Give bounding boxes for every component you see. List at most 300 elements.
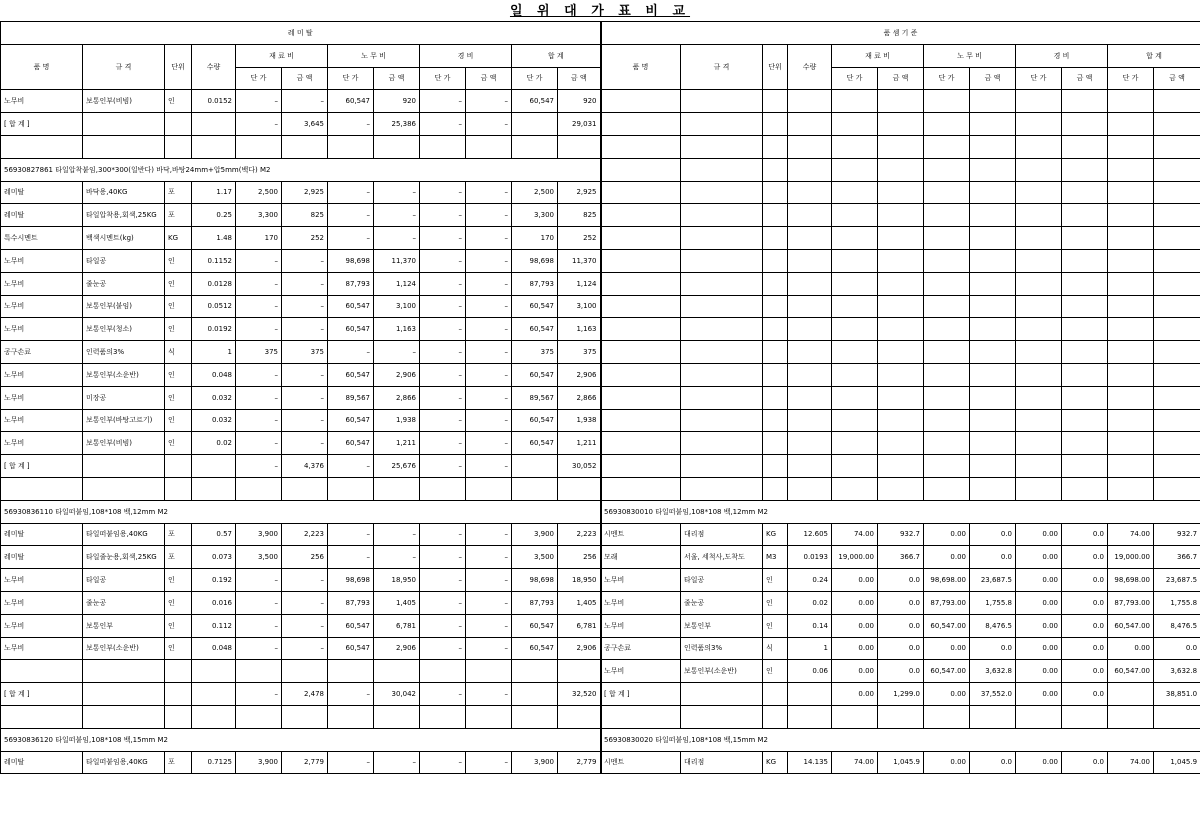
cell-spec bbox=[681, 272, 763, 295]
cell-total-price: 87,793 bbox=[512, 591, 558, 614]
cell-total-price: 60,547 bbox=[512, 318, 558, 341]
cell-spec: 줄눈공 bbox=[83, 591, 165, 614]
cell-labor-price bbox=[924, 272, 970, 295]
cell-unit: 포 bbox=[165, 523, 192, 546]
cell-qty: 0.7125 bbox=[192, 751, 236, 774]
table-row bbox=[601, 455, 1200, 478]
col-header-price: 단 가 bbox=[1108, 67, 1154, 90]
table-row bbox=[601, 135, 1200, 158]
cell-name: 노무비 bbox=[1, 409, 83, 432]
cell-total-amount bbox=[1154, 477, 1200, 500]
cell-labor-price bbox=[924, 249, 970, 272]
cell-expense-amount bbox=[1062, 249, 1108, 272]
cell-material-amount: 0.0 bbox=[878, 614, 924, 637]
cell-total-price bbox=[1108, 113, 1154, 136]
cell-spec: 보통인부(비빔) bbox=[83, 90, 165, 113]
cell-labor-price: 60,547 bbox=[328, 295, 374, 318]
cell-qty: 0.0128 bbox=[192, 272, 236, 295]
cell-qty: 0.02 bbox=[192, 432, 236, 455]
cell-qty bbox=[788, 341, 832, 364]
cell-material-amount: – bbox=[282, 386, 328, 409]
cell-unit: 인 bbox=[165, 637, 192, 660]
cell-name bbox=[601, 204, 681, 227]
cell-name: 레미탈 bbox=[1, 204, 83, 227]
cell-spec bbox=[681, 341, 763, 364]
cell-total-price: 87,793 bbox=[512, 272, 558, 295]
cell-name: 노무비 bbox=[601, 660, 681, 683]
cell-qty: 0.073 bbox=[192, 546, 236, 569]
table-row bbox=[601, 477, 1200, 500]
cell-expense-price: – bbox=[420, 204, 466, 227]
cell-expense-price bbox=[420, 135, 466, 158]
cell-total-amount bbox=[1154, 409, 1200, 432]
col-header-unit: 단위 bbox=[763, 44, 788, 90]
cell-expense-price: – bbox=[420, 249, 466, 272]
cell-name: 노무비 bbox=[1, 295, 83, 318]
cell-total-amount bbox=[1154, 204, 1200, 227]
cell-material-price: 3,900 bbox=[236, 751, 282, 774]
table-row bbox=[601, 272, 1200, 295]
cell-labor-price: 60,547.00 bbox=[924, 614, 970, 637]
cell-expense-amount bbox=[466, 477, 512, 500]
cell-labor-price bbox=[328, 477, 374, 500]
cell-name bbox=[601, 363, 681, 386]
cell-total-price bbox=[1108, 683, 1154, 706]
col-header-unit: 단위 bbox=[165, 44, 192, 90]
cell-total-amount: 32,520 bbox=[558, 683, 601, 706]
cell-material-price: 2,500 bbox=[236, 181, 282, 204]
cell-total-price: 74.00 bbox=[1108, 523, 1154, 546]
cell-labor-amount: 18,950 bbox=[374, 569, 420, 592]
cell-qty bbox=[192, 455, 236, 478]
cell-material-price: 0.00 bbox=[832, 683, 878, 706]
cell-spec bbox=[681, 204, 763, 227]
cell-material-price: 3,300 bbox=[236, 204, 282, 227]
cell-expense-amount bbox=[1062, 318, 1108, 341]
table-row bbox=[1, 591, 601, 614]
table-row bbox=[1, 295, 601, 318]
cell-total-price: 89,567 bbox=[512, 386, 558, 409]
cell-total-amount: 30,052 bbox=[558, 455, 601, 478]
table-row bbox=[601, 569, 1200, 592]
cell-expense-amount: 0.0 bbox=[1062, 683, 1108, 706]
cell-labor-amount: 1,163 bbox=[374, 318, 420, 341]
cell-labor-amount bbox=[970, 363, 1016, 386]
cell-labor-price: 98,698 bbox=[328, 249, 374, 272]
cell-material-price: – bbox=[236, 386, 282, 409]
cell-total-price: 87,793.00 bbox=[1108, 591, 1154, 614]
cell-total-amount: 0.0 bbox=[1154, 637, 1200, 660]
cell-expense-price bbox=[1016, 477, 1062, 500]
cell-total-price bbox=[1108, 135, 1154, 158]
cell-unit bbox=[165, 477, 192, 500]
cell-material-amount: – bbox=[282, 295, 328, 318]
cell-material-price: – bbox=[236, 90, 282, 113]
cell-total-price: 19,000.00 bbox=[1108, 546, 1154, 569]
cell-labor-price: – bbox=[328, 341, 374, 364]
cell-unit: 인 bbox=[165, 569, 192, 592]
cell-labor-price bbox=[924, 341, 970, 364]
cell-labor-price: 0.00 bbox=[924, 637, 970, 660]
cell-labor-amount: 2,906 bbox=[374, 363, 420, 386]
cell-material-amount bbox=[878, 432, 924, 455]
cell-name: 노무비 bbox=[1, 318, 83, 341]
cell-expense-price: 0.00 bbox=[1016, 523, 1062, 546]
table-row bbox=[1, 614, 601, 637]
cell-labor-amount bbox=[970, 432, 1016, 455]
cell-labor-amount bbox=[374, 660, 420, 683]
cell-material-amount: 366.7 bbox=[878, 546, 924, 569]
cell-spec bbox=[83, 660, 165, 683]
cell-spec: 대리점 bbox=[681, 751, 763, 774]
cell-unit: 인 bbox=[165, 432, 192, 455]
cell-material-amount: 3,645 bbox=[282, 113, 328, 136]
cell-material-price bbox=[236, 477, 282, 500]
cell-material-amount: 2,925 bbox=[282, 181, 328, 204]
cell-qty: 0.06 bbox=[788, 660, 832, 683]
cell-unit bbox=[763, 341, 788, 364]
cell-total-amount bbox=[1154, 113, 1200, 136]
cell-qty bbox=[788, 705, 832, 728]
cell-expense-price: 0.00 bbox=[1016, 591, 1062, 614]
cell-total-amount bbox=[1154, 432, 1200, 455]
cell-material-price: – bbox=[236, 272, 282, 295]
cell-material-price bbox=[832, 455, 878, 478]
cell-qty bbox=[192, 477, 236, 500]
cell-material-amount: 0.0 bbox=[878, 591, 924, 614]
cell-unit: 포 bbox=[165, 546, 192, 569]
table-row bbox=[601, 363, 1200, 386]
cell-material-price: 19,000.00 bbox=[832, 546, 878, 569]
cell-expense-amount bbox=[1062, 113, 1108, 136]
cell-labor-amount bbox=[970, 272, 1016, 295]
cell-total-price: 375 bbox=[512, 341, 558, 364]
cell-unit: 인 bbox=[165, 249, 192, 272]
cell-material-amount bbox=[878, 477, 924, 500]
cell-labor-amount: 1,755.8 bbox=[970, 591, 1016, 614]
cell-name bbox=[601, 181, 681, 204]
cell-name: 공구손료 bbox=[601, 637, 681, 660]
cell-total-amount bbox=[558, 705, 601, 728]
cell-total-price bbox=[512, 113, 558, 136]
cell-total-amount: 29,031 bbox=[558, 113, 601, 136]
cell-unit: 인 bbox=[165, 90, 192, 113]
cell-labor-amount bbox=[970, 455, 1016, 478]
section-row bbox=[601, 728, 1200, 751]
cell-material-price bbox=[832, 363, 878, 386]
cell-expense-amount bbox=[1062, 90, 1108, 113]
table-row bbox=[1, 455, 601, 478]
cell-unit: 포 bbox=[165, 204, 192, 227]
table-row bbox=[601, 318, 1200, 341]
cell-material-price: 0.00 bbox=[832, 614, 878, 637]
cell-expense-amount: 0.0 bbox=[1062, 751, 1108, 774]
cell-labor-amount bbox=[970, 249, 1016, 272]
cell-qty bbox=[788, 272, 832, 295]
cell-unit: 인 bbox=[165, 295, 192, 318]
cell-labor-price: – bbox=[328, 455, 374, 478]
cell-name bbox=[601, 455, 681, 478]
cell-expense-price: – bbox=[420, 90, 466, 113]
cell-expense-price: 0.00 bbox=[1016, 614, 1062, 637]
cell-material-amount: 375 bbox=[282, 341, 328, 364]
cell-spec: 타일떠붙임용,40KG bbox=[83, 751, 165, 774]
table-row bbox=[601, 204, 1200, 227]
cell-expense-amount bbox=[1062, 409, 1108, 432]
cell-spec: 대리점 bbox=[681, 523, 763, 546]
cell-labor-price: – bbox=[328, 181, 374, 204]
cell-spec: 백색시멘트(kg) bbox=[83, 227, 165, 250]
table-row bbox=[1, 341, 601, 364]
cell-labor-amount: 3,100 bbox=[374, 295, 420, 318]
cell-spec bbox=[681, 683, 763, 706]
cell-spec: 보통인부(비빔) bbox=[83, 432, 165, 455]
cell-expense-price: 0.00 bbox=[1016, 683, 1062, 706]
cell-expense-amount bbox=[1062, 227, 1108, 250]
cell-labor-amount bbox=[374, 477, 420, 500]
cell-material-amount: 2,779 bbox=[282, 751, 328, 774]
cell-unit bbox=[763, 158, 788, 181]
cell-total-price: 60,547 bbox=[512, 409, 558, 432]
cell-material-price: 74.00 bbox=[832, 523, 878, 546]
col-header-amount: 금 액 bbox=[282, 67, 328, 90]
cell-total-price: 3,900 bbox=[512, 523, 558, 546]
cell-material-amount bbox=[878, 181, 924, 204]
right-table-body bbox=[601, 90, 1200, 774]
cell-qty bbox=[788, 295, 832, 318]
cell-total-amount: 375 bbox=[558, 341, 601, 364]
cell-spec bbox=[681, 705, 763, 728]
cell-material-price bbox=[832, 158, 878, 181]
col-header-expense: 경 비 bbox=[1016, 44, 1108, 67]
cell-name bbox=[601, 432, 681, 455]
cell-labor-price: 60,547 bbox=[328, 432, 374, 455]
cell-material-price: – bbox=[236, 295, 282, 318]
cell-total-price bbox=[1108, 477, 1154, 500]
table-row bbox=[601, 295, 1200, 318]
cell-expense-amount bbox=[1062, 363, 1108, 386]
cell-labor-price: 87,793.00 bbox=[924, 591, 970, 614]
cell-expense-amount bbox=[1062, 158, 1108, 181]
col-header-spec: 규 격 bbox=[681, 44, 763, 90]
col-header-expense: 경 비 bbox=[420, 44, 512, 67]
table-row bbox=[601, 637, 1200, 660]
section-title: 56930830010 타일떠붙임,108*108 백,12mm M2 bbox=[601, 500, 1200, 523]
cell-labor-amount: 2,866 bbox=[374, 386, 420, 409]
cell-labor-price bbox=[328, 660, 374, 683]
cell-unit bbox=[763, 249, 788, 272]
cell-qty bbox=[788, 477, 832, 500]
right-table bbox=[600, 21, 1200, 774]
cell-material-price bbox=[236, 705, 282, 728]
cell-name: 레미탈 bbox=[1, 523, 83, 546]
cell-unit bbox=[165, 683, 192, 706]
cell-total-amount: 3,100 bbox=[558, 295, 601, 318]
cell-unit bbox=[763, 318, 788, 341]
cell-total-price: 60,547 bbox=[512, 363, 558, 386]
cell-total-amount: 8,476.5 bbox=[1154, 614, 1200, 637]
cell-labor-amount: 25,676 bbox=[374, 455, 420, 478]
cell-expense-amount: – bbox=[466, 751, 512, 774]
section-title: 56930830020 타일떠붙임,108*108 백,15mm M2 bbox=[601, 728, 1200, 751]
cell-labor-amount bbox=[970, 386, 1016, 409]
cell-labor-price: 60,547 bbox=[328, 363, 374, 386]
cell-labor-amount bbox=[970, 181, 1016, 204]
cell-total-price: 60,547 bbox=[512, 637, 558, 660]
cell-material-price: 74.00 bbox=[832, 751, 878, 774]
cell-total-amount bbox=[1154, 386, 1200, 409]
table-row bbox=[601, 113, 1200, 136]
cell-expense-amount bbox=[1062, 477, 1108, 500]
table-row bbox=[1, 705, 601, 728]
cell-labor-amount: 8,476.5 bbox=[970, 614, 1016, 637]
cell-total-amount: 2,906 bbox=[558, 637, 601, 660]
cell-spec: 인력품의3% bbox=[83, 341, 165, 364]
cell-name: [ 합 계 ] bbox=[1, 113, 83, 136]
cell-total-amount bbox=[1154, 363, 1200, 386]
cell-material-amount bbox=[878, 135, 924, 158]
cell-unit bbox=[763, 227, 788, 250]
cell-name bbox=[601, 158, 681, 181]
cell-expense-price bbox=[1016, 135, 1062, 158]
cell-spec: 미장공 bbox=[83, 386, 165, 409]
cell-total-amount bbox=[1154, 341, 1200, 364]
cell-qty: 0.032 bbox=[192, 409, 236, 432]
cell-spec bbox=[681, 477, 763, 500]
cell-name: 노무비 bbox=[1, 432, 83, 455]
cell-expense-price: 0.00 bbox=[1016, 569, 1062, 592]
cell-material-amount: – bbox=[282, 614, 328, 637]
cell-expense-price bbox=[1016, 90, 1062, 113]
cell-material-price: – bbox=[236, 113, 282, 136]
table-row bbox=[1, 113, 601, 136]
cell-name bbox=[601, 341, 681, 364]
cell-material-amount bbox=[878, 158, 924, 181]
cell-material-amount: – bbox=[282, 249, 328, 272]
cell-material-amount: 1,045.9 bbox=[878, 751, 924, 774]
cell-total-amount: 2,866 bbox=[558, 386, 601, 409]
cell-total-amount: 2,223 bbox=[558, 523, 601, 546]
cell-total-amount: 1,938 bbox=[558, 409, 601, 432]
cell-unit: 포 bbox=[165, 181, 192, 204]
cell-unit bbox=[763, 477, 788, 500]
table-row bbox=[1, 477, 601, 500]
cell-expense-price: – bbox=[420, 272, 466, 295]
cell-spec: 서울, 세척사,도착도 bbox=[681, 546, 763, 569]
cell-name bbox=[601, 318, 681, 341]
cell-unit bbox=[763, 295, 788, 318]
cell-unit bbox=[763, 455, 788, 478]
cell-expense-price bbox=[1016, 318, 1062, 341]
page-title: 일 위 대 가 표 비 교 bbox=[509, 4, 691, 19]
cell-qty bbox=[788, 455, 832, 478]
cell-expense-amount bbox=[1062, 705, 1108, 728]
cell-name: 특수시멘트 bbox=[1, 227, 83, 250]
cell-material-price bbox=[832, 90, 878, 113]
cell-total-price bbox=[1108, 318, 1154, 341]
col-header-name: 품 명 bbox=[1, 44, 83, 90]
cell-name bbox=[601, 386, 681, 409]
cell-expense-price: – bbox=[420, 546, 466, 569]
cell-total-price bbox=[512, 477, 558, 500]
cell-unit bbox=[165, 113, 192, 136]
cell-labor-amount: – bbox=[374, 341, 420, 364]
cell-name bbox=[601, 705, 681, 728]
col-header-amount: 금 액 bbox=[374, 67, 420, 90]
cell-material-price: 0.00 bbox=[832, 591, 878, 614]
cell-labor-price: 60,547 bbox=[328, 637, 374, 660]
cell-qty bbox=[788, 204, 832, 227]
cell-name: 노무비 bbox=[1, 637, 83, 660]
cell-labor-price bbox=[924, 295, 970, 318]
cell-spec: 보통인부(소운반) bbox=[681, 660, 763, 683]
cell-total-price: 2,500 bbox=[512, 181, 558, 204]
cell-material-price: 0.00 bbox=[832, 569, 878, 592]
cell-expense-amount: – bbox=[466, 90, 512, 113]
cell-expense-amount: – bbox=[466, 432, 512, 455]
col-header-qty: 수량 bbox=[788, 44, 832, 90]
cell-name: 레미탈 bbox=[1, 751, 83, 774]
table-caption: 레 미 탈 bbox=[1, 22, 601, 45]
cell-qty bbox=[192, 705, 236, 728]
cell-qty: 0.24 bbox=[788, 569, 832, 592]
cell-material-amount bbox=[878, 295, 924, 318]
col-header-amount: 금 액 bbox=[878, 67, 924, 90]
cell-expense-price bbox=[1016, 409, 1062, 432]
cell-labor-price bbox=[924, 90, 970, 113]
cell-total-price bbox=[1108, 409, 1154, 432]
cell-total-price bbox=[1108, 181, 1154, 204]
cell-material-amount: – bbox=[282, 569, 328, 592]
cell-material-amount bbox=[878, 455, 924, 478]
cell-unit bbox=[763, 181, 788, 204]
cell-expense-price: – bbox=[420, 318, 466, 341]
cell-total-price bbox=[512, 705, 558, 728]
cell-total-amount bbox=[1154, 227, 1200, 250]
cell-total-price bbox=[1108, 272, 1154, 295]
cell-material-price bbox=[832, 409, 878, 432]
cell-labor-amount: – bbox=[374, 546, 420, 569]
cell-total-price bbox=[1108, 204, 1154, 227]
cell-expense-price: 0.00 bbox=[1016, 660, 1062, 683]
cell-material-price: – bbox=[236, 569, 282, 592]
cell-expense-price: – bbox=[420, 386, 466, 409]
cell-qty: 0.57 bbox=[192, 523, 236, 546]
cell-expense-amount: – bbox=[466, 272, 512, 295]
cell-labor-amount: 37,552.0 bbox=[970, 683, 1016, 706]
cell-total-price bbox=[1108, 90, 1154, 113]
cell-spec bbox=[681, 363, 763, 386]
cell-total-price: 98,698 bbox=[512, 569, 558, 592]
cell-material-amount bbox=[878, 272, 924, 295]
col-header-total: 합 계 bbox=[512, 44, 601, 67]
table-row bbox=[1, 660, 601, 683]
cell-material-amount: 932.7 bbox=[878, 523, 924, 546]
cell-qty bbox=[788, 135, 832, 158]
cell-material-amount: – bbox=[282, 363, 328, 386]
cell-qty: 0.02 bbox=[788, 591, 832, 614]
cell-material-price: – bbox=[236, 249, 282, 272]
cell-expense-amount bbox=[466, 705, 512, 728]
cell-labor-price: 60,547.00 bbox=[924, 660, 970, 683]
table-row bbox=[1, 227, 601, 250]
table-row bbox=[1, 409, 601, 432]
cell-material-amount bbox=[878, 409, 924, 432]
cell-material-amount: 4,376 bbox=[282, 455, 328, 478]
cell-name: 노무비 bbox=[1, 363, 83, 386]
cell-expense-price bbox=[1016, 227, 1062, 250]
cell-expense-amount bbox=[1062, 204, 1108, 227]
